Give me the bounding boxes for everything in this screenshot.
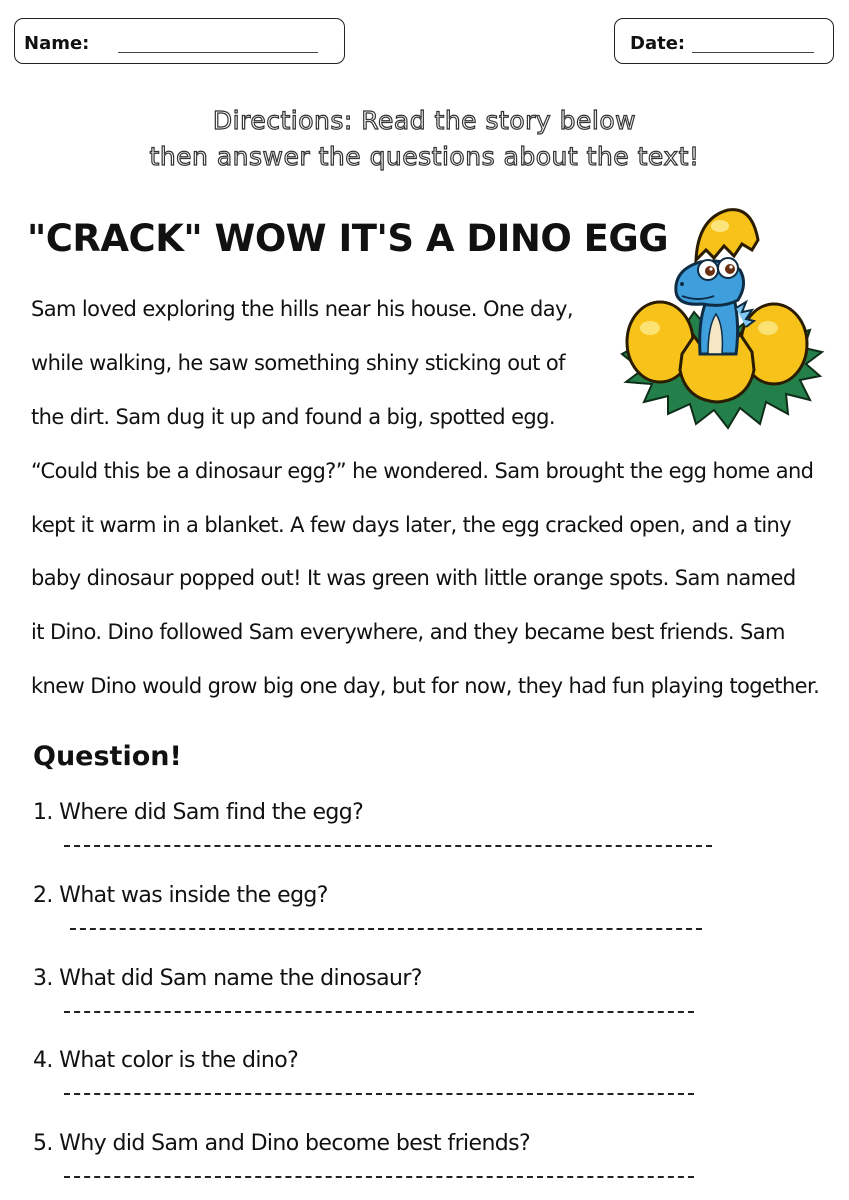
story-line: while walking, he saw something shiny sticking out of [31,351,565,375]
questions-heading: Question! [33,741,182,772]
story-line: the dirt. Sam dug it up and found a big, spotted egg. [31,405,555,429]
question-text: 4. What color is the dino? [33,1048,299,1073]
story-line: it Dino. Dino followed Sam everywhere, and they became best friends. Sam [31,620,785,644]
question-item [33,881,733,911]
story-line: kept it warm in a blanket. A few days later, the egg cracked open, and a tiny [31,513,792,537]
story-line: knew Dino would grow big one day, but for now, they had fun playing together. [31,674,820,698]
question-text: 3. What did Sam name the dinosaur? [33,966,422,991]
question-text: 1. Where did Sam find the egg? [33,800,364,825]
name-line[interactable] [118,52,318,53]
story-line: Sam loved exploring the hills near his house. One day, [31,297,573,321]
directions-line-1: Directions: Read the story below [212,106,637,135]
directions [0,103,849,175]
story-title: "CRACK" WOW IT'S A DINO EGG [27,217,669,260]
name-box [14,18,345,64]
answer-line[interactable] [64,1011,694,1013]
answer-line[interactable] [64,845,712,847]
story-line: “Could this be a dinosaur egg?” he wondered. Sam brought the egg home and [31,459,814,483]
answer-line[interactable] [70,928,702,930]
answer-line[interactable] [64,1176,694,1178]
dino-hatching-egg-icon [616,204,826,436]
question-item [33,798,733,828]
answer-line[interactable] [64,1093,694,1095]
date-label: Date: [630,33,686,54]
name-label: Name: [24,33,90,54]
directions-line-2: then answer the questions about the text! [149,142,700,171]
date-box [614,18,834,64]
question-item [33,1129,733,1159]
question-text: 2. What was inside the egg? [33,883,328,908]
question-text: 5. Why did Sam and Dino become best friends? [33,1131,531,1156]
question-item [33,964,733,994]
story-line: baby dinosaur popped out! It was green with little orange spots. Sam named [31,566,796,590]
question-item [33,1046,733,1076]
date-line[interactable] [692,52,814,53]
